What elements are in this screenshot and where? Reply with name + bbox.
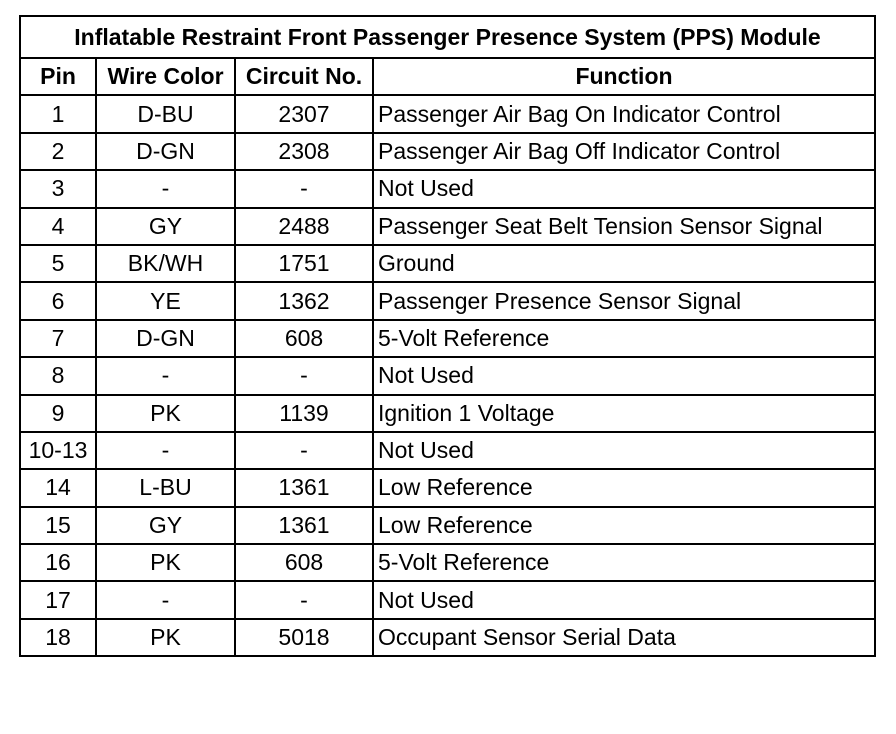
circuit-no-cell: 1139 [235,395,373,432]
pin-cell: 17 [20,581,96,618]
circuit-no-cell: 1362 [235,282,373,319]
pin-cell: 3 [20,170,96,207]
function-cell: Passenger Air Bag On Indicator Control [373,95,875,132]
pin-cell: 8 [20,357,96,394]
wire-color-cell: PK [96,395,235,432]
wire-color-cell: L-BU [96,469,235,506]
function-cell: 5-Volt Reference [373,320,875,357]
table-row [20,469,875,506]
wire-color-cell: D-GN [96,320,235,357]
wire-color-cell: D-BU [96,95,235,132]
table-row [20,507,875,544]
function-cell: Not Used [373,432,875,469]
circuit-no-cell: - [235,357,373,394]
function-cell: Ignition 1 Voltage [373,395,875,432]
connector-pinout-table [19,15,876,657]
function-cell: Low Reference [373,469,875,506]
circuit-no-cell: 2308 [235,133,373,170]
pin-cell: 18 [20,619,96,656]
table-title: Inflatable Restraint Front Passenger Presence System (PPS) Module [20,16,875,58]
pin-cell: 5 [20,245,96,282]
function-cell: Passenger Seat Belt Tension Sensor Signal [373,208,875,245]
wire-color-cell: GY [96,507,235,544]
table-row [20,581,875,618]
table-row [20,133,875,170]
table-title-row [20,16,875,58]
pin-cell: 16 [20,544,96,581]
function-cell: Not Used [373,581,875,618]
circuit-no-cell: 608 [235,544,373,581]
pin-cell: 4 [20,208,96,245]
wire-color-cell: YE [96,282,235,319]
circuit-no-cell: 5018 [235,619,373,656]
circuit-no-cell: - [235,432,373,469]
table-row [20,170,875,207]
table-body [20,95,875,656]
pin-cell: 10-13 [20,432,96,469]
table-row [20,357,875,394]
pin-cell: 1 [20,95,96,132]
table-row [20,245,875,282]
pin-cell: 15 [20,507,96,544]
table-row [20,619,875,656]
pin-cell: 7 [20,320,96,357]
wire-color-cell: D-GN [96,133,235,170]
wire-color-cell: GY [96,208,235,245]
pin-cell: 6 [20,282,96,319]
table-row [20,208,875,245]
column-header-pin: Pin [20,58,96,95]
function-cell: Not Used [373,170,875,207]
circuit-no-cell: 608 [235,320,373,357]
circuit-no-cell: 1751 [235,245,373,282]
column-header-circuit-no: Circuit No. [235,58,373,95]
circuit-no-cell: - [235,170,373,207]
wire-color-cell: - [96,432,235,469]
circuit-no-cell: 1361 [235,507,373,544]
table-header-row [20,58,875,95]
table-row [20,395,875,432]
wire-color-cell: - [96,357,235,394]
function-cell: Ground [373,245,875,282]
column-header-wire-color: Wire Color [96,58,235,95]
function-cell: Low Reference [373,507,875,544]
wire-color-cell: PK [96,619,235,656]
function-cell: Passenger Air Bag Off Indicator Control [373,133,875,170]
function-cell: 5-Volt Reference [373,544,875,581]
pin-cell: 2 [20,133,96,170]
column-header-function: Function [373,58,875,95]
function-cell: Not Used [373,357,875,394]
wire-color-cell: - [96,581,235,618]
circuit-no-cell: 2488 [235,208,373,245]
table-row [20,282,875,319]
wire-color-cell: BK/WH [96,245,235,282]
wire-color-cell: PK [96,544,235,581]
circuit-no-cell: - [235,581,373,618]
table-row [20,320,875,357]
pin-cell: 9 [20,395,96,432]
pin-cell: 14 [20,469,96,506]
table-row [20,432,875,469]
table-row [20,544,875,581]
function-cell: Occupant Sensor Serial Data [373,619,875,656]
circuit-no-cell: 1361 [235,469,373,506]
circuit-no-cell: 2307 [235,95,373,132]
table-row [20,95,875,132]
function-cell: Passenger Presence Sensor Signal [373,282,875,319]
wire-color-cell: - [96,170,235,207]
